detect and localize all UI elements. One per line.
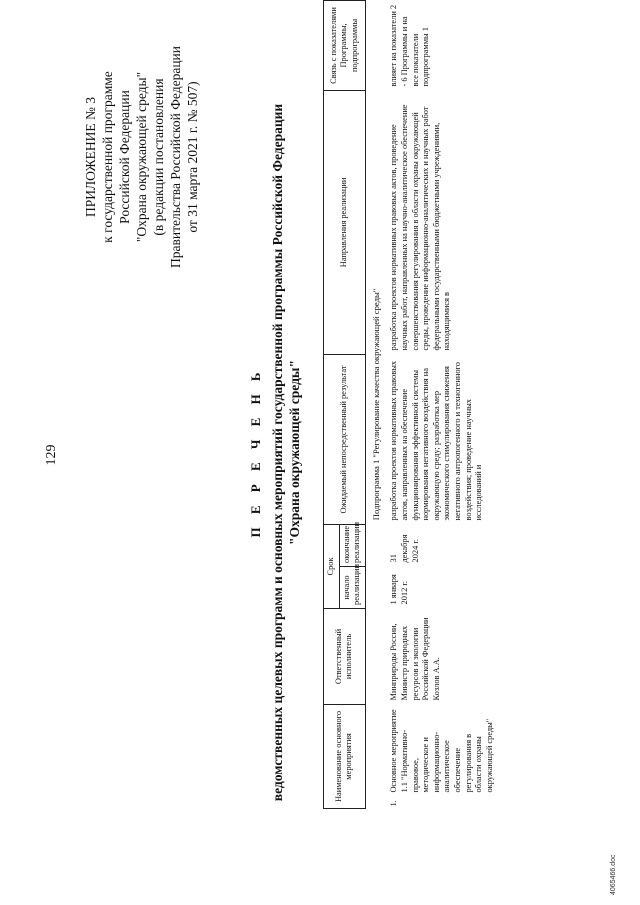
cell-directions: разработка проектов нормативных правовых актов, проведение научных работ, направленных на научно-аналитическое обеспечение совершенствования регулирования в области охраны окружающей среды, проведение информационно-аналитических и научных работ федеральными государственными бюджетными учреждениями, находящимися в: [389, 104, 452, 351]
appendix-line: от 31 марта 2021 г. № 507): [185, 81, 200, 233]
row-number: 1.: [389, 800, 399, 807]
page-number: 129: [44, 444, 59, 466]
header-start: начало реализации: [339, 566, 365, 608]
document-title: П Е Р Е Ч Е Н Ь: [248, 367, 263, 538]
table-row: [386, 0, 498, 808]
header-end: окончание реализации: [339, 524, 365, 566]
header-term: Срок: [324, 524, 340, 608]
appendix-line: "Охрана окружающей среды": [134, 71, 149, 243]
header-directions: Направления реализации: [324, 90, 366, 354]
subprogram-row: [365, 0, 386, 808]
header-result: Ожидаемый непосредственный результат: [324, 354, 366, 524]
measures-table: [323, 0, 498, 809]
header-link: Связь с показателями Программы, подпрограммы: [324, 0, 366, 90]
table-header-row: [324, 0, 340, 808]
cell-end: 31 декабря 2024 г.: [389, 534, 420, 563]
cell-link: влияет на показатели 2 - 6 Программы и на все показатели подпрограммы 1: [389, 4, 431, 87]
subtitle-line: ведомственных целевых программ и основных мероприятий государственной программы Российской Федерации: [270, 103, 285, 802]
appendix-line: Правительства Российской Федерации: [168, 46, 183, 268]
cell-executor: Минприроды России, Министр природных ресурсов и экологии Российской Федерации Козлов А.А.: [389, 617, 441, 701]
document-subtitle: [269, 0, 303, 905]
appendix-line: (в редакции постановления: [151, 78, 166, 236]
appendix-block: [82, 7, 201, 307]
cell-name: Основное мероприятие 1.1 "Нормативно-правовое, методическое и информационно-аналитическое обеспечение регулирования в области охраны окружающей среды": [389, 709, 494, 793]
subtitle-line: "Охрана окружающей среды": [287, 360, 302, 545]
appendix-line: к государственной программе: [100, 71, 115, 243]
header-executor: Ответственный исполнитель: [324, 608, 366, 704]
cell-start: 1 января 2012 г.: [389, 574, 409, 605]
subprogram-title: Подпрограмма 1 "Регулирование качества окружающей среды": [370, 288, 381, 521]
header-name: Наименование основного мероприятия: [324, 704, 366, 808]
appendix-line: ПРИЛОЖЕНИЕ № 3: [83, 96, 98, 218]
document-file-id: 4065466.doc: [610, 854, 617, 895]
appendix-line: Российской Федерации: [117, 90, 132, 224]
cell-result: разработка проектов нормативных правовых актов, направленных на обеспечение функционирования эффективной системы нормирования негативного воздействия на окружающую среду; разработка мер экономического стимулирования снижения негативного антропогенного и техногенного воздействия; проведение научных исследований и: [389, 360, 484, 521]
